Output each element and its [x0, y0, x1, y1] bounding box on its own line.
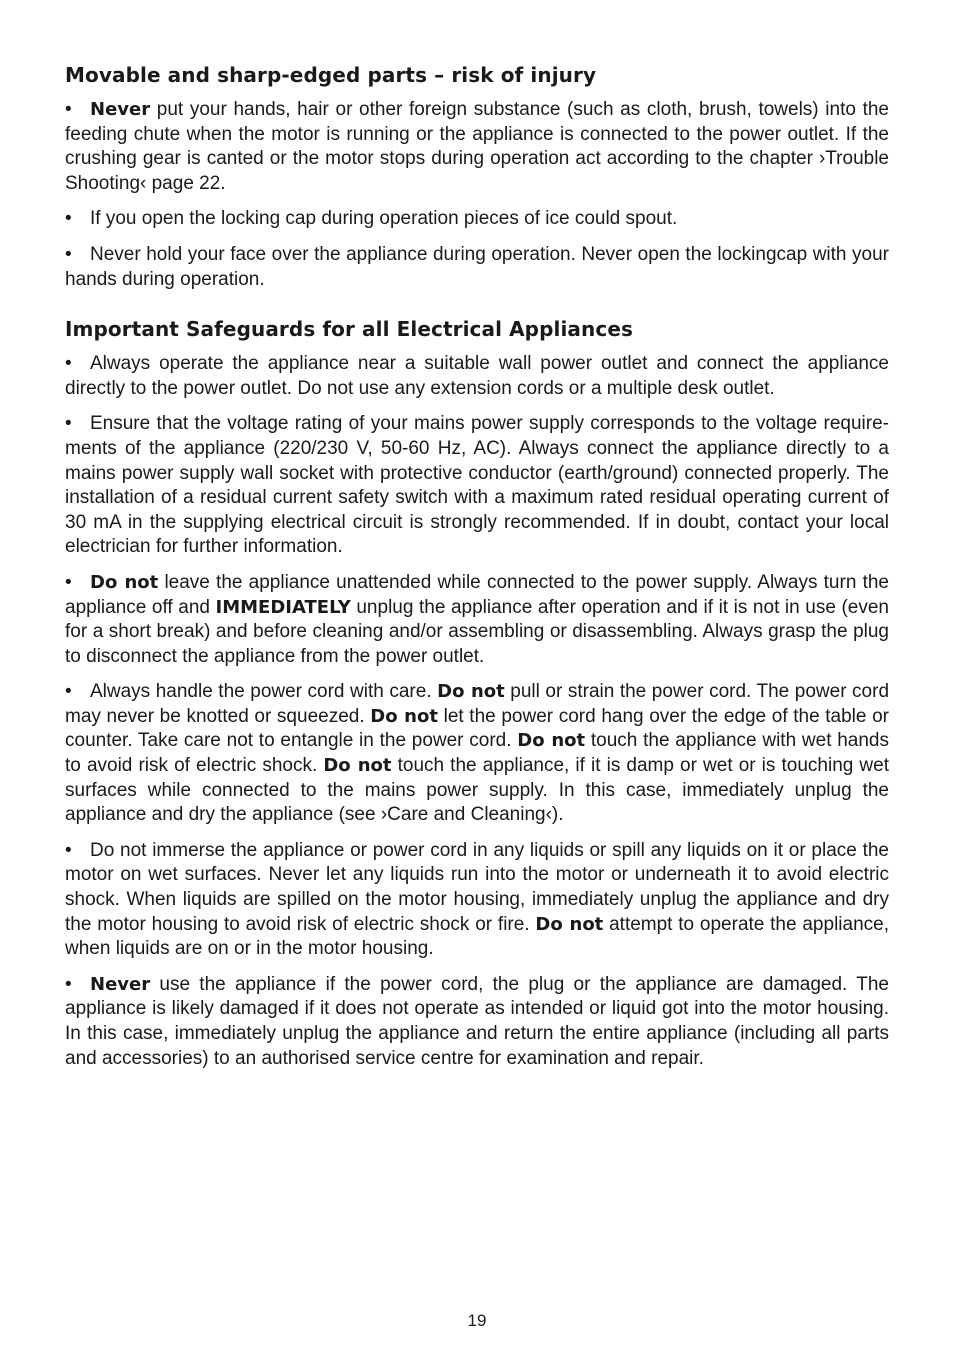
- bullet: •: [65, 243, 72, 265]
- item-text: touch the appliance, if it is damp or wet or is touching wet surfaces while connected to the mains power supply. In this case, immediately unplug the appliance and dry the appliance (see ›Care and Cleaning‹).: [65, 755, 889, 826]
- safety-item-voltage-rating: [65, 412, 889, 560]
- emphasis-never: Never: [90, 973, 151, 995]
- item-text: put your hands, hair or other foreign substance (such as cloth, brush, towels) into the feeding chute when the motor is running or the appliance is connected to the power outlet. If the crushing gear is canted or the motor stops during operation act according to the chapter ›Trouble Shooting‹ page 22.: [65, 99, 889, 194]
- bullet: •: [65, 839, 72, 861]
- emphasis-do-not: Do not: [437, 681, 505, 703]
- bullet: •: [65, 681, 72, 703]
- bullet: •: [65, 413, 72, 435]
- safety-item-locking-cap: [65, 207, 889, 232]
- item-text: use the appliance if the power cord, the plug or the appliance are damaged. The appliance is likely damaged if it does not operate as intended or liquid got into the motor housing. In this case, immediately unplug the appliance and return the entire appliance (including all parts and accessories) to an authorised service centre for examination and repair.: [65, 973, 889, 1069]
- item-text: If you open the locking cap during operation pieces of ice could spout.: [90, 208, 678, 230]
- item-text: let the power cord hang over the edge of the table or counter. Take care not to entangle in the power cord.: [65, 705, 889, 752]
- safety-item-never-hands: [65, 98, 889, 196]
- emphasis-do-not: Do not: [323, 755, 392, 777]
- emphasis-do-not: Do not: [370, 705, 438, 727]
- bullet: •: [65, 571, 72, 593]
- item-text: Always operate the appliance near a suitable wall power outlet and connect the appliance directly to the power outlet. Do not use any extension cords or a multiple desk outlet.: [65, 353, 889, 399]
- emphasis-do-not: Do not: [517, 730, 586, 752]
- safety-item-unattended: [65, 571, 889, 669]
- bullet: •: [65, 353, 72, 375]
- emphasis-do-not: Do not: [535, 913, 604, 935]
- item-text: Ensure that the voltage rating of your mains power supply corresponds to the voltage requirements of the appliance (220/230 V, 50-60 Hz, AC). Always connect the appliance directly to a mains power supply wall socket with protective conductor (earth/ground) connected properly. The installation of a residual current safety switch with a maximum rated residual operating current of 30 mA in the supplying electrical circuit is strongly recommended. If in doubt, contact your local electrician for further information.: [65, 413, 889, 558]
- section-heading-movable-parts: Movable and sharp-edged parts – risk of injury: [65, 63, 597, 87]
- item-text: Always handle the power cord with care.: [90, 681, 438, 703]
- safety-item-damaged: [65, 973, 889, 1071]
- safety-item-wall-outlet: [65, 352, 889, 401]
- manual-page: [65, 60, 889, 1082]
- item-text: leave the appliance unattended while connected to the power supply. Always turn the appliance off and: [65, 571, 889, 618]
- item-text: pull or strain the power cord. The power cord may never be knotted or squeezed.: [65, 681, 890, 727]
- item-text: Never hold your face over the appliance during operation. Never open the lockingcap with your hands during operation.: [65, 243, 889, 290]
- bullet: •: [65, 99, 72, 120]
- safety-item-power-cord: [65, 680, 889, 828]
- item-text: unplug the appliance after operation and if it is not in use (even for a short break) and before cleaning and/or assembling or disassembling. Always grasp the plug to disconnect the appliance from the power outlet.: [65, 596, 889, 667]
- safety-item-liquids: [65, 839, 889, 962]
- bullet: •: [65, 208, 72, 230]
- section-heading-electrical-safeguards: Important Safeguards for all Electrical Appliances: [65, 317, 633, 342]
- item-text: Do not immerse the appliance or power cord in any liquids or spill any liquids on it or place the motor on wet surfaces. Never let any liquids run into the motor or underneath it to avoid electric shock. When liquids are spilled on the motor housing, immediately unplug the appliance and dry the motor housing to avoid risk of electric shock or fire.: [65, 839, 889, 935]
- emphasis-never: Never: [90, 99, 151, 120]
- item-text: attempt to operate the appliance, when liquids are on or in the motor housing.: [65, 913, 889, 960]
- safety-item-face: [65, 243, 889, 292]
- emphasis-immediately: IMMEDIATELY: [215, 596, 351, 618]
- emphasis-do-not: Do not: [90, 571, 159, 593]
- page-number: 19: [467, 1311, 487, 1330]
- bullet: •: [65, 973, 72, 995]
- item-text: touch the appliance with wet hands to avoid risk of electric shock.: [65, 730, 890, 777]
